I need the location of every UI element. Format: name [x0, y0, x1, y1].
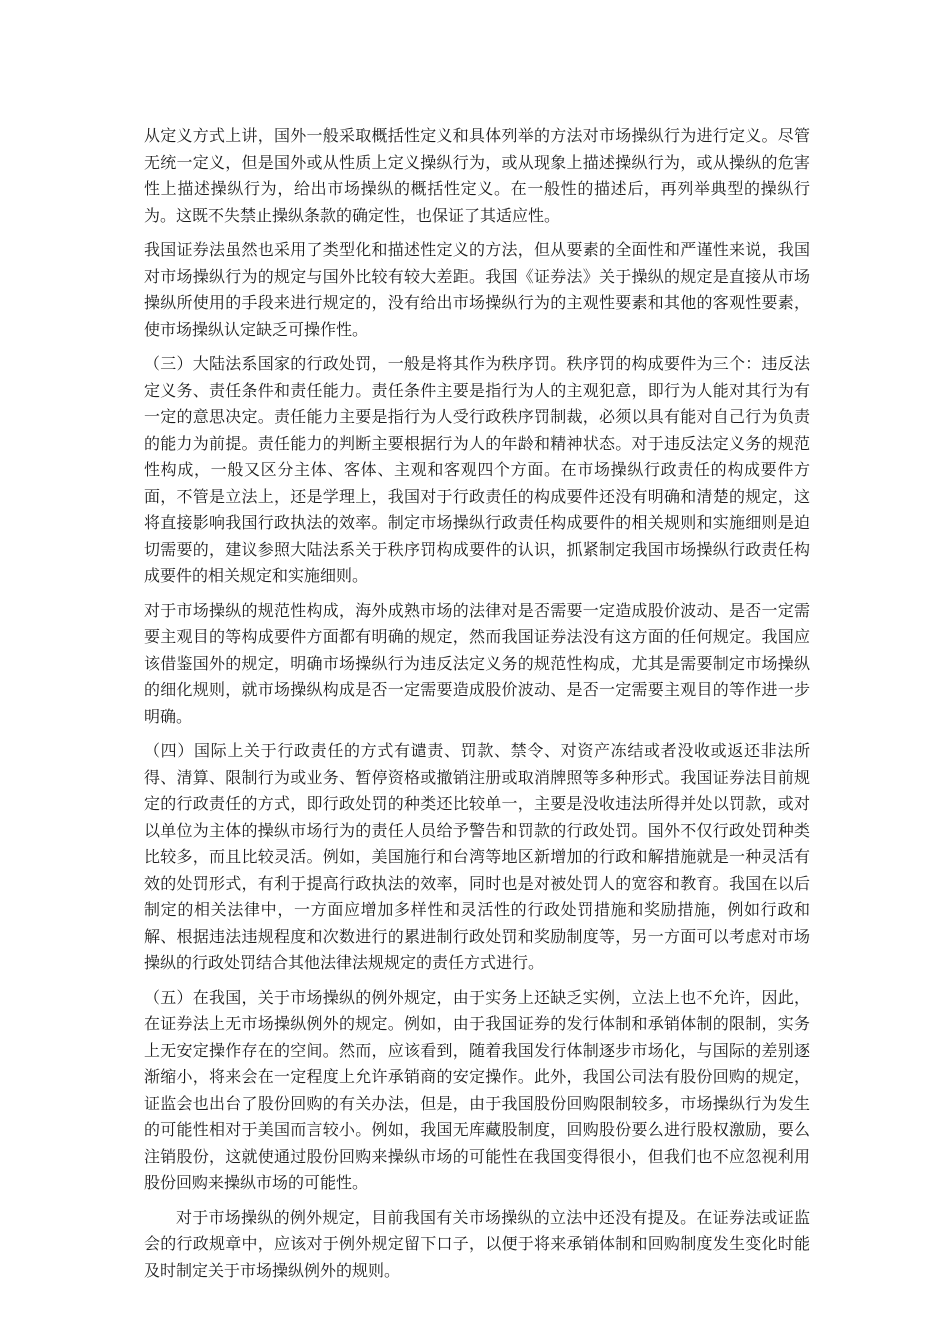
paragraph-section-3: （三）大陆法系国家的行政处罚，一般是将其作为秩序罚。秩序罚的构成要件为三个：违反法定义务、责任条件和责任能力。责任条件主要是指行为人的主观犯意，即行为人能对其行为有一定的意思决定。责任能力主要是指行为人受行政秩序罚制裁，必须以具有能对自己行为负责的能力为前提。责任能力的判断主要根据行为人的年龄和精神状态。对于违反法定义务的规范性构成，一般又区分主体、客体、主观和客观四个方面。在市场操纵行政责任的构成要件方面，不管是立法上，还是学理上，我国对于行政责任的构成要件还没有明确和清楚的规定，这将直接影响我国行政执法的效率。制定市场操纵行政责任构成要件的相关规则和实施细则是迫切需要的，建议参照大陆法系关于秩序罚构成要件的认识，抓紧制定我国市场操纵行政责任构成要件的相关规定和实施细则。 — [144, 354, 810, 585]
paragraph-domestic-law-gap: 我国证券法虽然也采用了类型化和描述性定义的方法，但从要素的全面性和严谨性来说，我国对市场操纵行为的规定与国外比较有较大差距。我国《证券法》关于操纵的规定是直接从市场操纵所使用的手段来进行规定的，没有给出市场操纵行为的主观性要素和其他的客观性要素，使市场操纵认定缺乏可操作性。 — [144, 240, 810, 339]
paragraph-section-4: （四）国际上关于行政责任的方式有谴责、罚款、禁令、对资产冻结或者没收或返还非法所得、清算、限制行为或业务、暂停资格或撤销注册或取消牌照等多种形式。我国证券法目前规定的行政责任的方式，即行政处罚的种类还比较单一，主要是没收违法所得并处以罚款，或对以单位为主体的操纵市场行为的责任人员给予警告和罚款的行政处罚。国外不仅行政处罚种类比较多，而且比较灵活。例如，美国施行和台湾等地区新增加的行政和解措施就是一种灵活有效的处罚形式，有利于提高行政执法的效率，同时也是对被处罚人的宽容和教育。我国在以后制定的相关法律中，一方面应增加多样性和灵活性的行政处罚措施和奖励措施，例如行政和解、根据违法违规程度和次数进行的累进制行政处罚和奖励制度等，另一方面可以考虑对市场操纵的行政处罚结合其他法律法规规定的责任方式进行。 — [144, 741, 810, 972]
paragraph-definition-methods: 从定义方式上讲，国外一般采取概括性定义和具体列举的方法对市场操纵行为进行定义。尽管无统一定义，但是国外或从性质上定义操纵行为，或从现象上描述操纵行为，或从操纵的危害性上描述操纵行为，给出市场操纵的概括性定义。在一般性的描述后，再列举典型的操纵行为。这既不失禁止操纵条款的确定性，也保证了其适应性。 — [144, 126, 810, 225]
paragraph-exceptions-conclusion: 对于市场操纵的例外规定，目前我国有关市场操纵的立法中还没有提及。在证券法或证监会的行政规章中，应该对于例外规定留下口子，以便于将来承销体制和回购制度发生变化时能及时制定关于市场操纵例外的规则。 — [144, 1207, 810, 1280]
document-body — [144, 123, 810, 1292]
paragraph-normative-composition: 对于市场操纵的规范性构成，海外成熟市场的法律对是否需要一定造成股价波动、是否一定需要主观目的等构成要件方面都有明确的规定，然而我国证券法没有这方面的任何规定。我国应该借鉴国外的规定，明确市场操纵行为违反法定义务的规范性构成，尤其是需要制定市场操纵的细化规则，就市场操纵构成是否一定需要造成股价波动、是否一定需要主观目的等作进一步明确。 — [144, 600, 810, 726]
paragraph-section-5: （五）在我国，关于市场操纵的例外规定，由于实务上还缺乏实例，立法上也不允许，因此，在证券法上无市场操纵例外的规定。例如，由于我国证券的发行体制和承销体制的限制，实务上无安定操作存在的空间。然而，应该看到，随着我国发行体制逐步市场化，与国际的差别逐渐缩小，将来会在一定程度上允许承销商的安定操作。此外，我国公司法有股份回购的规定，证监会也出台了股份回购的有关办法，但是，由于我国股份回购限制较多，市场操纵行为发生的可能性相对于美国而言较小。例如，我国无库藏股制度，回购股份要么进行股权激励，要么注销股份，这就使通过股份回购来操纵市场的可能性在我国变得很小，但我们也不应忽视利用股份回购来操纵市场的可能性。 — [144, 987, 810, 1192]
